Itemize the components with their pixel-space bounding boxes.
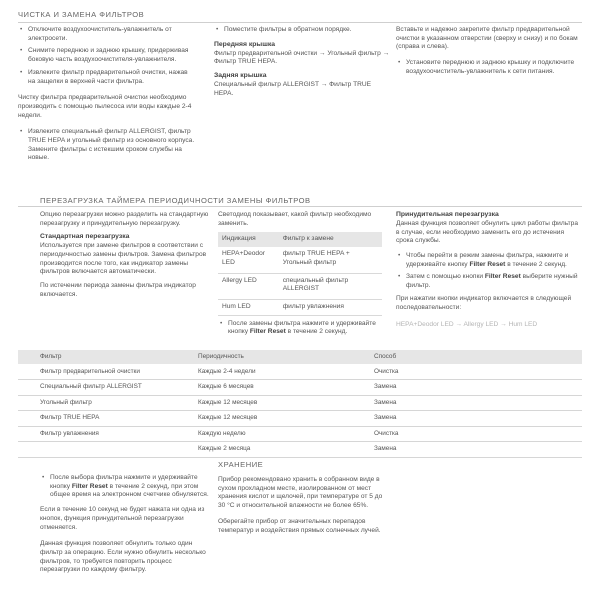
table-header: Способ [370,350,582,364]
table-cell: Каждые 12 месяцев [194,395,370,411]
reset-col-1 [40,211,210,300]
timeout-note: Если в течение 10 секунд не будет нажата ни одна из кнопок, функция принудительной перезагрузки отменяется. [40,506,205,531]
prefilter-cleaning-text: Чистку фильтра предварительной очистки необходимо производить с помощью пылесоса или воды каждые 2-4 недели. [18,94,192,119]
reset-col-2 [218,211,386,341]
text: выберите нужный фильтр. [406,273,578,290]
cleaning-steps-list [18,26,196,86]
divider [18,22,582,23]
table-cell: Фильтр увлажнения [18,426,194,442]
cleaning-col-1 [18,26,196,167]
text: в течение 2 секунд. [505,260,567,268]
filter-reset-key: Filter Reset [71,482,108,490]
table-cell: Специальный фильтр ALLERGIST [18,380,194,396]
forced-reset-list [396,252,582,291]
final-step-list [396,59,582,76]
table-cell: Hum LED [218,299,279,315]
table-header: Индикация [218,232,279,247]
list-item [218,320,386,337]
standard-reset-text: Используется при замене фильтров в соответствии с периодичностью замены фильтров. Замена фильтров производится после того, как индикатор замены фильтров включается автоматически. [40,242,207,276]
table-header-row [18,350,582,364]
filter-replace-list [18,128,196,163]
table-row [218,273,382,299]
reset-col-3 [396,211,582,330]
led-sequence: HEPA+Deodor LED → Allergy LED → Hum LED [396,321,538,329]
table-cell: Замена [370,411,582,427]
table-cell: фильтр TRUE HEPA + Угольный фильтр [279,247,382,273]
list-item: • Снимите переднюю и заднюю крышку, придерживая боковую часть воздухоочистителя-увлажнителя. [18,47,196,64]
table-cell: Фильтр TRUE HEPA [18,411,194,427]
list-item: • Установите переднюю и заднюю крышку и подключите воздухоочиститель-увлажнитель к сети питания. [396,59,582,76]
cleaning-col-3 [396,26,582,81]
reassemble-list [214,26,390,35]
led-intro-text: Светодиод показывает, какой фильтр необходимо заменить. [218,211,372,227]
text: Затем с помощью кнопки [406,273,485,281]
table-cell: Очистка [370,364,582,380]
table-row [18,411,582,427]
table-row [18,426,582,442]
storage-text-block [218,476,390,535]
filter-reset-key: Filter Reset [249,328,286,336]
list-item: • Отключите воздухоочиститель-увлажнитель от электросети. [18,26,196,43]
back-cover-text: Специальный фильтр ALLERGIST → Фильтр TRUE HEPA. [214,81,372,97]
table-cell: Каждые 12 месяцев [194,411,370,427]
table-row [218,299,382,315]
list-item: • Извлеките фильтр предварительной очистки, нажав на защелки в верхней части фильтра. [18,69,196,86]
table-cell: Замена [370,380,582,396]
divider [18,206,582,207]
list-item [40,474,210,500]
front-cover-text: Фильтр предварительной очистки → Угольный фильтр → Фильтр TRUE HEPA. [214,49,390,66]
table-row [18,380,582,396]
table-cell: Каждые 2-4 недели [194,364,370,380]
table-cell: Allergy LED [218,273,279,299]
storage-conditions-text: Прибор рекомендовано хранить в собранном виде в сухом прохладном месте, изолированном от мест хранения кислот и щелочей, при температуре от 5 до 30 °С и относительной влажности не более 65%. [218,476,383,510]
prefilter-insert-text: Вставьте и надежно закрепите фильтр предварительной очистки в указанном отверстии (сверху и снизу) и по бокам (справа и слева). [396,26,578,51]
text: После замены фильтра нажмите и удерживайте кнопку [228,319,376,336]
list-item [396,273,582,290]
table-cell: фильтр увлажнения [279,299,382,315]
single-filter-note: Данная функция позволяет обнулить только один фильтр за операцию. Если нужно обнулить несколько фильтров, то требуется повторить процесс перезагрузки по каждому фильтру. [40,540,206,574]
table-row [218,247,382,273]
table-header: Периодичность [194,350,370,364]
table-cell: HEPA+Deodor LED [218,247,279,273]
forced-reset-text: Данная функция позволяет обнулить цикл работы фильтра в случае, если необходимо заменить его до истечения срока службы. [396,219,578,245]
table-cell: Каждые 2 месяца [194,442,370,458]
text: в течение 2 секунд. [285,328,348,336]
standard-reset-note: По истечении периода замены фильтра индикатор включается. [40,282,196,298]
forced-reset-final-list [40,474,210,500]
table-header-row [218,232,382,247]
table-cell [18,442,194,458]
table-cell: специальный фильтр ALLERGIST [279,273,382,299]
table-cell: Очистка [370,426,582,442]
forced-reset-title: Принудительная перезагрузка [396,211,499,218]
table-cell: Каждые 6 месяцев [194,380,370,396]
back-cover-title: Задняя крышка [214,72,267,80]
table-cell: Замена [370,395,582,411]
table-header: Фильтр к замене [279,232,382,247]
table-header: Фильтр [18,350,194,364]
section-title-cleaning: ЧИСТКА И ЗАМЕНА ФИЛЬТРОВ [18,10,145,19]
text: После выбора фильтра нажмите и удерживайте кнопку [50,474,198,490]
indicator-table [218,232,382,315]
forced-reset-continued [40,474,210,575]
storage-warning-text: Оберегайте прибор от значительных перепадов температур и воздействия прямых солнечных лучей. [218,517,381,534]
reset-instruction-list [218,320,386,337]
text: в течение 2 секунд, при этом общее время на электронном счетчике обнуляется. [50,482,209,499]
table-cell: Каждую неделю [194,426,370,442]
reset-intro-text: Опцию перезагрузки можно разделить на стандартную перезагрузку и принудительную перезагрузку. [40,211,209,227]
table-row [18,442,582,458]
table-row [18,395,582,411]
text: Чтобы перейти в режим замены фильтра, нажмите и удерживайте кнопку [406,252,569,268]
cleaning-col-2 [214,26,390,98]
list-item: • Поместите фильтры в обратном порядке. [214,26,390,35]
table-cell: Угольный фильтр [18,395,194,411]
filter-periodicity-table [18,350,582,458]
front-cover-title: Передняя крышка [214,40,276,48]
section-title-storage: ХРАНЕНИЕ [218,460,264,469]
section-title-reset: ПЕРЕЗАГРУЗКА ТАЙМЕРА ПЕРИОДИЧНОСТИ ЗАМЕНЫ ФИЛЬТРОВ [40,196,311,205]
table-cell: Фильтр предварительной очистки [18,364,194,380]
list-item [396,252,582,269]
led-sequence-note: При нажатии кнопки индикатор включается в следующей последовательности: [396,294,572,311]
filter-reset-key: Filter Reset [484,273,521,281]
table-cell: Замена [370,442,582,458]
list-item: • Извлеките специальный фильтр ALLERGIST, фильтр TRUE HEPA и угольный фильтр из основного корпуса. Замените фильтры с истекшим сроком службы на новые. [18,128,196,163]
table-row [18,364,582,380]
filter-reset-key: Filter Reset [469,260,506,268]
standard-reset-title: Стандартная перезагрузка [40,233,130,241]
